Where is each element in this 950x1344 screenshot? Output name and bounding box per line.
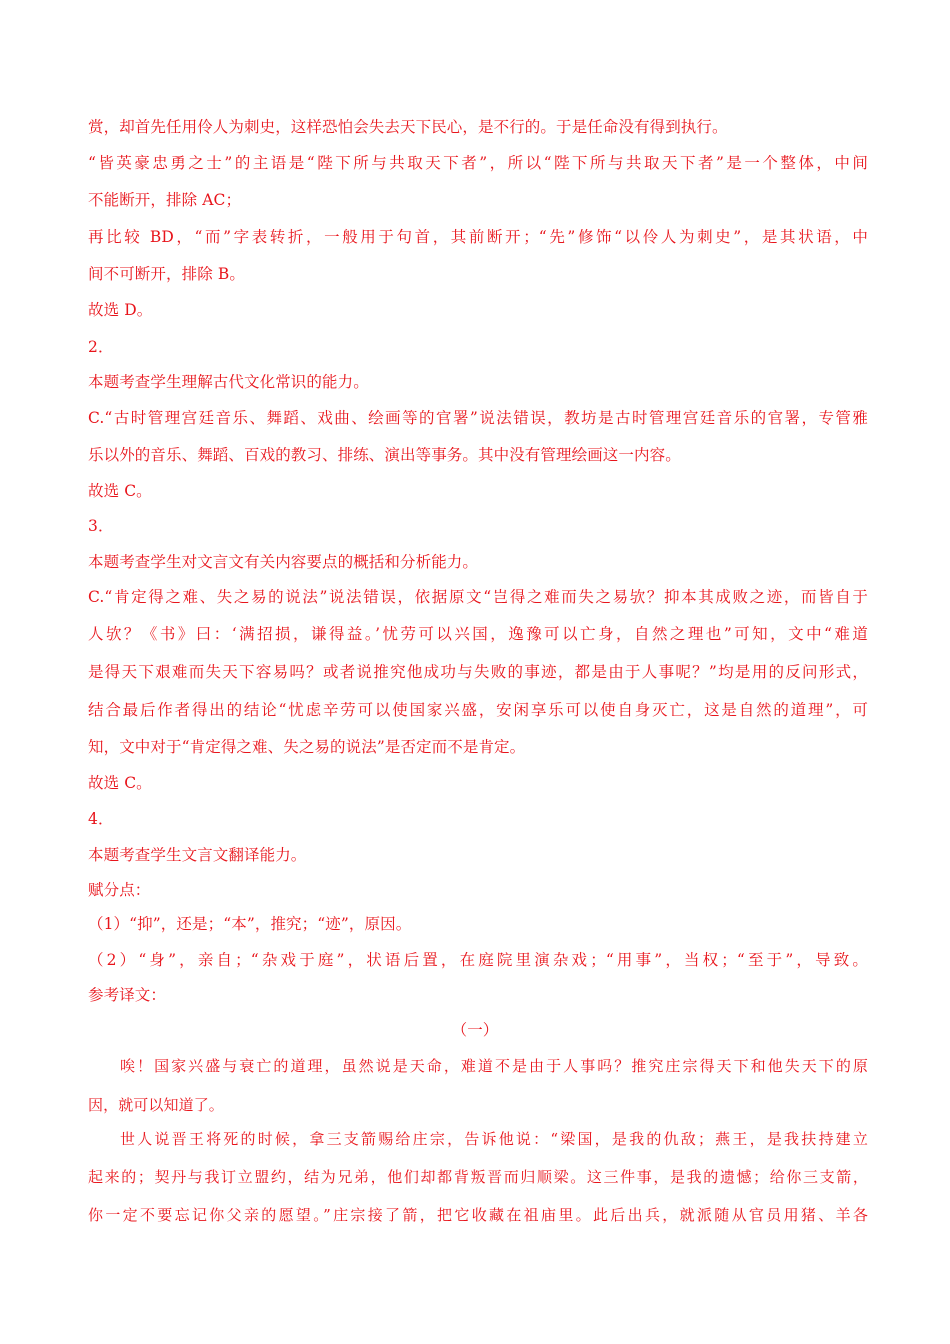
translation-line: 唉！国家兴盛与衰亡的道理，虽然说是天命，难道不是由于人事吗？推究庄宗得天下和他失天下的原 [120, 1057, 868, 1075]
text-line: “皆英豪忠勇之士”的主语是“陛下所与共取天下者”，所以“陛下所与共取天下者”是一个整体，中间 [88, 154, 868, 172]
text-line: 本题考查学生文言文翻译能力。 [88, 846, 307, 864]
translation-line: 你一定不要忘记你父亲的愿望。”庄宗接了箭，把它收藏在祖庙里。此后出兵，就派随从官员用猪、羊各 [88, 1206, 868, 1224]
question-number: 3． [88, 517, 114, 535]
question-number: 4． [88, 810, 114, 828]
text-line: 赏，却首先任用伶人为刺史，这样恐怕会失去天下民心，是不行的。于是任命没有得到执行。 [88, 118, 728, 136]
text-line: 知，文中对于“肯定得之难、失之易的说法”是否定而不是肯定。 [88, 738, 526, 756]
section-title: （一） [451, 1021, 499, 1039]
translation-heading: 参考译文： [88, 986, 167, 1004]
text-line: 再比较 BD，“而”字表转折，一般用于句首，其前断开；“先”修饰“以伶人为刺史”，是其状语，中 [88, 228, 868, 246]
text-line: 故选 D。 [88, 301, 153, 319]
text-line: 人欤？《书》曰：‘满招损，谦得益。’忧劳可以兴国，逸豫可以亡身，自然之理也”可知，文中“难道 [88, 625, 868, 643]
text-line: C.“肯定得之难、失之易的说法”说法错误，依据原文“岂得之难而失之易欤？抑本其成败之迹，而皆自于 [88, 588, 868, 606]
scoring-point: （1）“抑”，还是；“本”，推究；“迹”，原因。 [88, 915, 412, 933]
scoring-point: （2）“身”，亲自；“杂戏于庭”，状语后置，在庭院里演杂戏；“用事”，当权；“至于”，导致。 [88, 951, 868, 969]
text-line: 间不可断开，排除 B。 [88, 265, 245, 283]
question-number: 2． [88, 338, 114, 356]
text-line: 本题考查学生理解古代文化常识的能力。 [88, 373, 369, 391]
text-line: C.“古时管理宫廷音乐、舞蹈、戏曲、绘画等的官署”说法错误，教坊是古时管理宫廷音乐的官署，专管雅 [88, 409, 868, 427]
translation-line: 起来的；契丹与我订立盟约，结为兄弟，他们却都背叛晋而归顺梁。这三件事，是我的遗憾；给你三支箭， [88, 1168, 868, 1186]
text-line: 赋分点： [88, 881, 151, 899]
text-line: 乐以外的音乐、舞蹈、百戏的教习、排练、演出等事务。其中没有管理绘画这一内容。 [88, 446, 681, 464]
text-line: 故选 C。 [88, 774, 152, 792]
text-line: 本题考查学生对文言文有关内容要点的概括和分析能力。 [88, 553, 479, 571]
text-line: 是得天下艰难而失天下容易吗？或者说推究他成功与失败的事迹，都是由于人事呢？”均是用的反问形式， [88, 663, 868, 681]
text-line: 结合最后作者得出的结论“忧虑辛劳可以使国家兴盛，安闲享乐可以使自身灭亡，这是自然的道理”，可 [88, 701, 868, 719]
text-line: 不能断开，排除 AC； [88, 191, 242, 209]
text-line: 故选 C。 [88, 482, 152, 500]
translation-line: 世人说晋王将死的时候，拿三支箭赐给庄宗，告诉他说：“梁国，是我的仇敌；燕王，是我扶持建立 [120, 1130, 868, 1148]
translation-line: 因，就可以知道了。 [88, 1096, 224, 1114]
